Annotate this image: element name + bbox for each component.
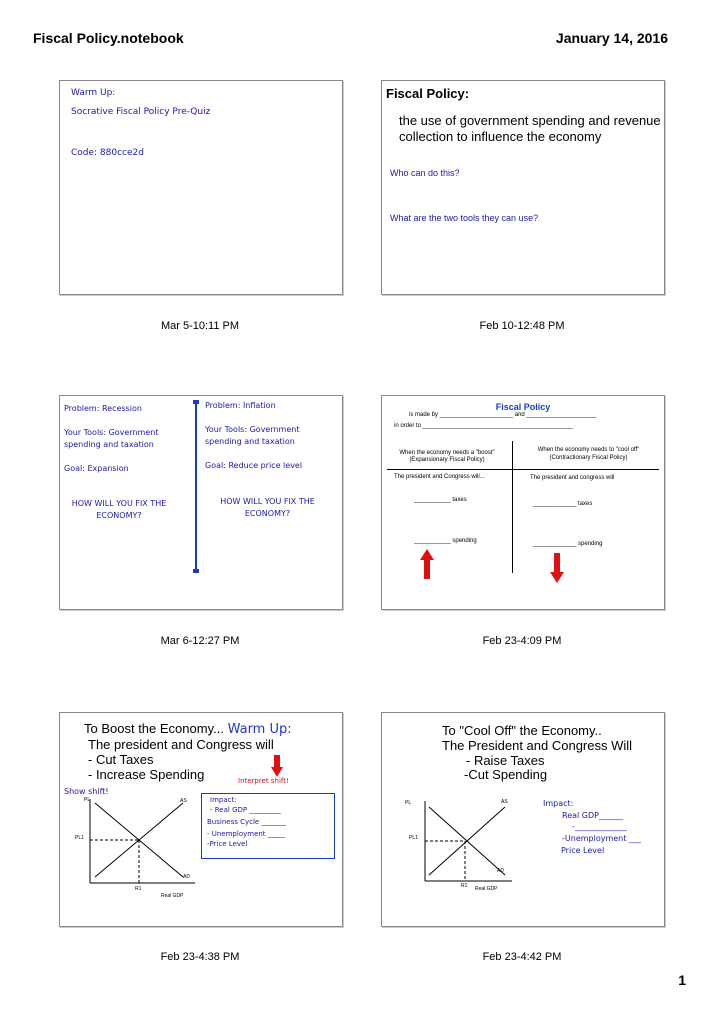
slide-boost-economy: [59, 712, 343, 927]
slide-timestamp: Feb 23-4:42 PM: [482, 951, 562, 963]
slide-timestamp: Mar 6-12:27 PM: [160, 635, 240, 647]
impact-label: Impact:: [210, 796, 237, 804]
impact-real-gdp: Real GDP______: [562, 811, 623, 820]
inflation-fix-1: HOW WILL YOU FIX THE: [220, 497, 315, 506]
divider-handle-bottom: [193, 569, 199, 573]
interpret-shift-label: Interpret shift!: [238, 777, 289, 785]
graph-pl1-label: PL1: [409, 835, 418, 841]
question-tools: What are the two tools they can use?: [390, 213, 539, 223]
graph-ad-label: AD: [183, 874, 190, 880]
cool-will: The president and congress will: [530, 475, 615, 481]
impact-unemployment: -Unemployment ___: [562, 834, 641, 843]
down-arrow-icon: [550, 553, 564, 583]
recession-fix-1: HOW WILL YOU FIX THE: [71, 499, 167, 508]
cool-line-2: The President and Congress Will: [442, 738, 633, 753]
cool-head-2: (Contractionary Fiscal Policy): [549, 455, 628, 461]
slide-fiscal-definition: [381, 80, 665, 295]
slide-timestamp: Feb 23-4:09 PM: [482, 635, 562, 647]
definition-line-1: the use of government spending and revenue: [399, 113, 661, 128]
fiscal-policy-title: Fiscal Policy:: [386, 86, 470, 101]
graph-xlabel: Real GDP: [161, 893, 184, 898]
table-horizontal-line: [387, 469, 659, 470]
cool-spending: _____________ spending: [533, 541, 603, 547]
boost-spending: ___________ spending: [414, 538, 477, 544]
graph-r1-label: R1: [135, 886, 142, 892]
inflation-tools-1: Your Tools: Government: [205, 425, 300, 434]
cool-head-1: When the economy needs to "cool off": [537, 447, 640, 453]
boost-line-2: The president and Congress will: [88, 737, 274, 752]
boost-head-2: (Expansionary Fiscal Policy): [409, 457, 485, 463]
boost-cut-taxes: - Cut Taxes: [88, 752, 154, 767]
quiz-code: Code: 880cce2d: [71, 148, 144, 158]
definition-line-2: collection to influence the economy: [399, 129, 602, 144]
slide-cool-economy: [381, 712, 665, 927]
impact-unemployment: - Unemployment _____: [207, 830, 286, 838]
slide-timestamp: Feb 10-12:48 PM: [479, 320, 565, 332]
cool-line-1: To "Cool Off" the Economy..: [442, 723, 602, 738]
recession-tools-1: Your Tools: Government: [64, 428, 159, 437]
impact-label: Impact:: [543, 799, 574, 808]
inflation-tools-2: spending and taxation: [205, 437, 295, 446]
graph-pl1-label: PL1: [75, 835, 84, 841]
boost-will: The president and Congress will...: [394, 474, 485, 480]
slide-recession-inflation: [59, 395, 343, 610]
cool-taxes: _____________ taxes: [533, 501, 593, 507]
page-number: 1: [678, 972, 686, 988]
question-who: Who can do this?: [390, 168, 460, 178]
recession-problem: Problem: Recession: [64, 404, 142, 413]
cool-raise-taxes: - Raise Taxes: [466, 753, 545, 768]
show-shift-label: Show shift!: [64, 787, 109, 796]
quiz-text: Socrative Fiscal Policy Pre-Quiz: [71, 107, 211, 117]
up-arrow-icon: [420, 549, 434, 579]
graph-pl-label: PL: [84, 797, 91, 803]
slide-timestamp: Mar 5-10:11 PM: [160, 320, 240, 332]
table-title: Fiscal Policy: [495, 402, 551, 412]
boost-head-1: When the economy needs a "boost": [399, 450, 495, 456]
slide-warmup: [59, 80, 343, 295]
impact-price-level: Price Level: [561, 846, 605, 855]
graph-as-label: AS: [180, 798, 187, 804]
boost-increase-spending: - Increase Spending: [88, 767, 205, 782]
impact-box: [201, 793, 335, 859]
divider-line: [195, 401, 197, 571]
header-date: January 14, 2016: [555, 30, 668, 46]
graph-ad-label: AD: [497, 868, 504, 874]
as-ad-graph: [75, 793, 200, 898]
made-by-line: is made by ______________________ and _____________________: [409, 412, 597, 418]
notebook-title: Fiscal Policy.notebook: [33, 30, 184, 46]
inflation-goal: Goal: Reduce price level: [205, 461, 303, 470]
warmup-label: Warm Up:: [227, 722, 292, 737]
impact-price-level: -Price Level: [207, 840, 248, 848]
boost-taxes: ___________ taxes: [414, 497, 467, 503]
impact-real-gdp: - Real GDP _________: [210, 806, 281, 814]
slide-timestamp: Feb 23-4:38 PM: [160, 951, 240, 963]
graph-xlabel: Real GDP: [475, 886, 498, 892]
recession-tools-2: spending and taxation: [64, 440, 154, 449]
graph-as-label: AS: [501, 799, 508, 805]
boost-line-1: To Boost the Economy... Warm Up:: [84, 721, 292, 737]
as-ad-graph: [387, 793, 517, 898]
divider-handle-top: [193, 400, 199, 404]
down-arrow-icon: [271, 755, 283, 777]
graph-pl-label: PL: [405, 800, 412, 806]
recession-goal: Goal: Expansion: [64, 464, 129, 473]
cool-cut-spending: -Cut Spending: [464, 767, 548, 782]
graph-r1-label: R1: [461, 883, 468, 889]
slide-fiscal-table: [381, 395, 665, 610]
impact-business-cycle: Business Cycle _______: [207, 818, 286, 826]
in-order-line: in order to _____________________________________________: [394, 423, 573, 429]
impact-blank: -_____________: [572, 822, 627, 831]
inflation-problem: Problem: Inflation: [205, 401, 276, 410]
inflation-fix-2: ECONOMY?: [244, 509, 291, 518]
warmup-label: Warm Up:: [71, 88, 116, 98]
recession-fix-2: ECONOMY?: [96, 511, 142, 520]
